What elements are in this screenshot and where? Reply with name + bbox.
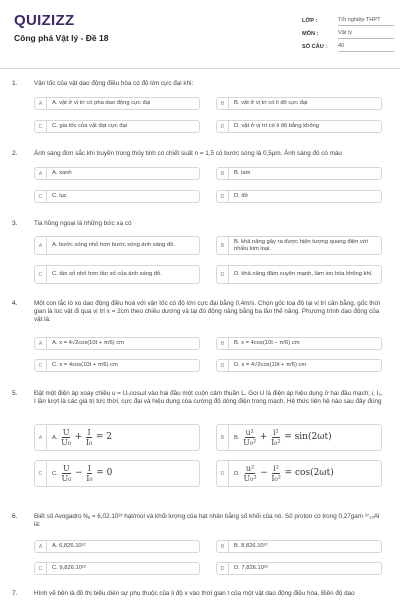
- option-text: A. 6,826.10²²: [52, 543, 86, 549]
- option-letter: D: [217, 360, 229, 371]
- question-number: 7.: [12, 590, 18, 597]
- denominator: I₀²: [271, 474, 281, 483]
- option-b[interactable]: [216, 236, 382, 255]
- option-c[interactable]: [34, 265, 200, 284]
- fraction: [243, 428, 256, 447]
- meta-value: Vật lý: [338, 28, 394, 39]
- option-letter: D: [217, 461, 229, 486]
- question-text: Ánh sáng đơn sắc khi truyền trong thủy tinh có chiết suất n = 1,5 có bước sóng là 0,5μm. Ánh sáng đó có màu: [34, 150, 342, 157]
- fraction: [86, 464, 92, 483]
- fraction: [271, 428, 281, 447]
- option-c[interactable]: [34, 359, 200, 372]
- meta-info: [302, 14, 394, 53]
- option-a[interactable]: [34, 167, 200, 180]
- option-d[interactable]: [216, 120, 382, 133]
- option-equation: [229, 428, 336, 447]
- denominator: U₀: [61, 474, 72, 483]
- option-text: B. vật ở vị trí có li độ cực đại: [234, 100, 308, 106]
- option-text: C. tần số nhỏ hơn tần số của ánh sáng đỏ.: [52, 271, 162, 277]
- option-letter: D: [217, 563, 229, 574]
- option-letter: A: [35, 237, 47, 254]
- option-equation: [47, 428, 116, 447]
- meta-value: 40: [338, 41, 394, 52]
- equation-rhs: = sin(2ωt): [284, 432, 332, 443]
- question-text: Hình vẽ bên là đồ thị biểu diễn sự phụ thuộc của li độ x vào thời gian t của một vật dao động điều hòa. Biên độ dao: [34, 590, 355, 597]
- option-a[interactable]: [34, 540, 200, 553]
- option-text: D. đỏ: [234, 193, 248, 199]
- option-b[interactable]: [216, 97, 382, 110]
- option-d[interactable]: [216, 359, 382, 372]
- option-letter: C: [35, 461, 47, 486]
- option-label: A.: [52, 435, 58, 442]
- option-equation: [47, 464, 116, 483]
- option-c[interactable]: [34, 460, 200, 487]
- operator: +: [259, 432, 268, 443]
- option-text: C. x = 4cos(10t + π/6) cm: [52, 362, 118, 368]
- option-a[interactable]: [34, 97, 200, 110]
- option-c[interactable]: [34, 190, 200, 203]
- question-text: Đặt một điện áp xoay chiều u = U₀cosωt vào hai đầu một cuộn cảm thuần L. Gọi U là điện áp hiệu dụng ở hai đầu mạch; i, I₀, I lần lượt là các giá trị tức thời, cực đại và hiệu dụng của cường độ dòng điện trong mạch. Hệ thức liên hệ nào sau đây đúng: [34, 390, 383, 406]
- option-d[interactable]: [216, 562, 382, 575]
- option-equation: [229, 464, 338, 483]
- question-text: Vận tốc của vật dao động điều hòa có độ lớn cực đại khi:: [34, 80, 194, 87]
- question-text: Biết số Avogadro Nₐ = 6,02.10²³ hạt/mol và khối lượng của hạt nhân bằng số khối của nó. Số proton có trong 0,27gam ²⁷₁₃Al là:: [34, 513, 380, 529]
- option-text: B. lam: [234, 170, 251, 176]
- option-text: A. bước sóng nhỏ hơn bước sóng ánh sáng đỏ.: [52, 242, 175, 248]
- option-letter: A: [35, 338, 47, 349]
- numerator: U: [62, 428, 70, 437]
- denominator: U₀: [61, 438, 72, 447]
- option-label: D.: [234, 471, 240, 478]
- operator: +: [74, 432, 83, 443]
- option-letter: A: [35, 98, 47, 109]
- meta-value: Tốt nghiệp THPT: [338, 15, 394, 26]
- option-letter: B: [217, 425, 229, 450]
- operator: −: [75, 468, 83, 479]
- denominator: U₀²: [243, 474, 257, 483]
- numerator: u²: [245, 464, 255, 473]
- fraction: [61, 428, 71, 447]
- meta-row-count: [302, 40, 394, 53]
- option-b[interactable]: [216, 337, 382, 350]
- option-letter: C: [35, 121, 47, 132]
- option-letter: A: [35, 541, 47, 552]
- meta-label: LỚP :: [302, 17, 318, 24]
- option-text: D. khả năng đâm xuyên mạnh, làm ion hóa không khí.: [234, 271, 373, 277]
- meta-label: SỐ CÂU :: [302, 43, 328, 50]
- option-letter: C: [35, 360, 47, 371]
- option-text: D. 7,826.10²²: [234, 565, 268, 571]
- option-letter: B: [217, 98, 229, 109]
- question-text: Tia hồng ngoại là những bức xạ có: [34, 220, 132, 227]
- option-label: B.: [234, 435, 240, 442]
- option-text: A. x = 4√2cos(10t + π/6) cm: [52, 340, 124, 346]
- numerator: U: [63, 464, 70, 473]
- denominator: I₀: [85, 438, 93, 447]
- fraction: [271, 464, 281, 483]
- option-letter: D: [217, 266, 229, 283]
- option-text: D. x = 4√2cos(10t + π/6) cm: [234, 362, 307, 368]
- option-letter: B: [217, 168, 229, 179]
- option-text: D. vật ở vị trí có li độ bằng không: [234, 123, 320, 129]
- numerator: i²: [272, 428, 279, 437]
- fraction: [86, 428, 92, 447]
- fraction: [61, 464, 71, 483]
- option-text: C. lục: [52, 193, 67, 199]
- option-text: C. gia tốc của vật đạt cực đại: [52, 123, 128, 129]
- option-b[interactable]: [216, 424, 382, 451]
- option-text: C. 9,826.10²²: [52, 565, 86, 571]
- equation-rhs: = cos(2ωt): [284, 468, 334, 479]
- option-letter: B: [217, 338, 229, 349]
- question-number: 5.: [12, 390, 18, 397]
- option-letter: C: [35, 266, 47, 283]
- header-divider: [0, 68, 400, 69]
- option-letter: C: [35, 563, 47, 574]
- option-text: A. vật ở vị trí có pha dao động cực đại: [52, 100, 151, 106]
- option-b[interactable]: [216, 540, 382, 553]
- meta-row-subject: [302, 27, 394, 40]
- option-a[interactable]: [34, 424, 200, 451]
- option-a[interactable]: [34, 337, 200, 350]
- question-number: 3.: [12, 220, 18, 227]
- option-letter: A: [35, 168, 47, 179]
- question-number: 2.: [12, 150, 18, 157]
- question-number: 4.: [12, 300, 18, 307]
- denominator: I₀²: [271, 438, 281, 447]
- equation-rhs: = 0: [96, 468, 113, 479]
- numerator: I: [87, 464, 91, 473]
- equation-rhs: = 2: [95, 432, 112, 443]
- meta-label: MÔN :: [302, 30, 319, 37]
- option-d[interactable]: [216, 190, 382, 203]
- option-label: C.: [52, 471, 58, 478]
- numerator: I: [87, 428, 91, 437]
- header: [0, 0, 400, 66]
- option-c[interactable]: [34, 562, 200, 575]
- option-letter: B: [217, 237, 229, 254]
- option-d[interactable]: [216, 265, 382, 284]
- option-text: B. 8,826.10²²: [234, 543, 268, 549]
- numerator: u²: [245, 428, 254, 437]
- option-letter: D: [217, 121, 229, 132]
- option-letter: C: [35, 191, 47, 202]
- denominator: I₀: [86, 474, 93, 483]
- meta-row-class: [302, 14, 394, 27]
- question-number: 1.: [12, 80, 18, 87]
- quizizz-logo: QUIZIZZ: [14, 12, 75, 29]
- question-text: Một con lắc lò xo dao động điều hoà với vận tốc có độ lớn cực đại bằng 0,4m/s. Chọn gốc toạ độ tại vị trí cân bằng, gốc thời gian là lúc vật đi qua vị trí x = 2cm theo chiều dương và tại đó động năng bằng ba lần thế năng. Phương trình dao động của vật là:: [34, 300, 380, 324]
- option-letter: B: [217, 541, 229, 552]
- question-number: 6.: [12, 513, 18, 520]
- option-b[interactable]: [216, 167, 382, 180]
- option-c[interactable]: [34, 120, 200, 133]
- fraction: [243, 464, 256, 483]
- option-text: A. xanh: [52, 170, 72, 176]
- option-d[interactable]: [216, 460, 382, 487]
- numerator: i²: [273, 464, 280, 473]
- option-text: B. x = 4cos(10t − π/6) cm: [234, 340, 300, 346]
- option-a[interactable]: [34, 236, 200, 255]
- operator: −: [260, 468, 268, 479]
- option-letter: A: [35, 425, 47, 450]
- denominator: U₀²: [243, 438, 257, 447]
- option-text: B. khả năng gây ra được hiện tượng quang điện với nhiều kim loại.: [234, 238, 368, 252]
- option-letter: D: [217, 191, 229, 202]
- page-title: Công phá Vật lý - Đề 18: [14, 33, 109, 43]
